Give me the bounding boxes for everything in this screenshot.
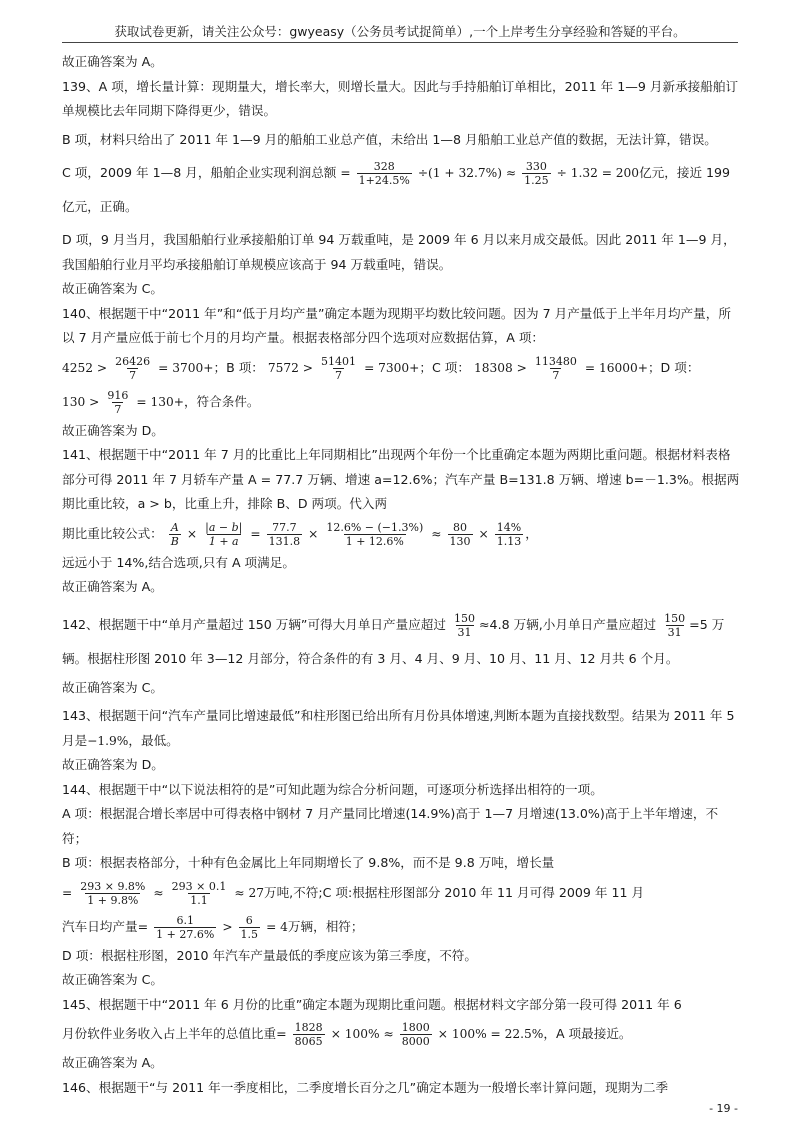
q139-c-math-tail: ÷ 1.32 = 200 bbox=[556, 166, 640, 180]
q141-conclusion: 远远小于 14%,结合选项,只有 A 项满足。 bbox=[62, 554, 295, 570]
answer-143: 故正确答案为 D。 bbox=[62, 757, 164, 772]
fraction-denominator: 1+24.5% bbox=[358, 174, 410, 187]
fraction-denominator: 1.13 bbox=[496, 534, 522, 548]
q144-equals-4: = 4 bbox=[266, 919, 288, 934]
q140-d-fraction bbox=[105, 389, 130, 416]
q143-value: −1.9% bbox=[87, 733, 129, 748]
fraction-denominator: 7 bbox=[114, 402, 122, 416]
fraction-denominator: 131.8 bbox=[268, 534, 301, 548]
q144-option-b: B 项：根据表格部分，十种有色金属比上年同期增长了 9.8%，而不是 9.8 万吨，增长量 bbox=[62, 855, 555, 870]
q139-option-a: 139、A 项，增长量计算：现期量大，增长率大，则增长量大。因此与手持船舶订单相比，2011 年 1—9 月新承接船舶订单规模比去年同期下降得更少，错误。 bbox=[62, 78, 739, 118]
q145-math bbox=[62, 1017, 740, 1051]
q142-post: =5 万辆。根据柱形图 2010 年 3—12 月部分，符合条件的有 3 月、4 月、9 月、10 月、11 月、12 月共 6 个月。 bbox=[62, 616, 725, 666]
fraction-numerator: 113480 bbox=[534, 354, 577, 368]
q144-option-c bbox=[62, 910, 740, 944]
q142-mid: ≈4.8 万辆,小月单日产量应超过 bbox=[479, 616, 657, 632]
fraction-denominator: 1.5 bbox=[240, 927, 259, 941]
q141-formula-label: 期比重比较公式： bbox=[62, 525, 163, 541]
q141-fraction-values bbox=[267, 521, 303, 548]
q142-fraction-1 bbox=[452, 612, 477, 639]
fraction-numerator: 6.1 bbox=[176, 913, 194, 927]
times-sign: × bbox=[186, 526, 198, 541]
q139-option-b: B 项，材料只给出了 2011 年 1—9 月的船舶工业总产值，未给出 1—8 月船舶工业总产值的数据，无法计算，错误。 bbox=[62, 131, 717, 147]
q140-d-tail: ，符合条件。 bbox=[183, 393, 260, 409]
fraction-numerator: 150 bbox=[664, 611, 686, 625]
q144-c-pre: 汽车日均产量= bbox=[62, 918, 149, 934]
q143-text bbox=[62, 704, 740, 753]
q140-b-label: ；B 项： bbox=[213, 359, 264, 375]
q140-a-math: 4252 > bbox=[62, 360, 108, 375]
fraction-numerator: 328 bbox=[373, 160, 395, 173]
q145-post: ，A 项最接近。 bbox=[543, 1026, 632, 1041]
q140-a-result: = 3700+ bbox=[158, 360, 214, 375]
approx-sign: ≈ bbox=[431, 526, 442, 541]
answer-140: 故正确答案为 D。 bbox=[62, 422, 164, 438]
q144-approx-27: ≈ 27 bbox=[234, 885, 264, 900]
page-header: 获取试卷更新，请关注公众号：gwyeasy（公务员考试捉简单）,一个上岸考生分享经验和答疑的平台。 bbox=[62, 22, 738, 43]
fraction-denominator: B bbox=[170, 534, 179, 548]
fraction-denominator: 1 + 12.6% bbox=[345, 534, 404, 548]
fraction-numerator: 14% bbox=[496, 520, 522, 534]
equals-sign: = bbox=[62, 885, 73, 900]
q145-pre: 月份软件业务收入占上半年的总值比重= bbox=[62, 1026, 287, 1041]
fraction-denominator: 1 + 27.6% bbox=[156, 927, 215, 941]
q142-fraction-2 bbox=[662, 612, 687, 639]
answer-139: 故正确答案为 C。 bbox=[62, 281, 163, 296]
fraction-numerator: 293 × 9.8% bbox=[80, 879, 146, 893]
q140-d-math: 130 > bbox=[62, 394, 100, 409]
fraction-denominator: 7 bbox=[129, 368, 137, 382]
fraction-numerator: 330 bbox=[525, 160, 547, 173]
times-sign: × bbox=[478, 526, 489, 541]
q141-fraction-approx-2 bbox=[495, 521, 524, 548]
q139-option-c bbox=[62, 156, 740, 224]
q139-c-math: ÷(1 + 32.7%) ≈ bbox=[417, 166, 517, 180]
fraction-denominator: 31 bbox=[667, 625, 682, 639]
q142-pre: 142、根据题干中“单月产量超过 150 万辆”可得大月单日产量应超过 bbox=[62, 616, 446, 632]
q139-c-fraction-1 bbox=[357, 160, 412, 187]
fraction-numerator: 26426 bbox=[115, 354, 151, 368]
q144-fraction-2 bbox=[170, 880, 229, 907]
q145-fraction-2 bbox=[400, 1021, 432, 1048]
answer-145: 故正确答案为 A。 bbox=[62, 1055, 163, 1070]
q140-c-result: = 16000+ bbox=[584, 360, 648, 375]
fraction-denominator: 8000 bbox=[401, 1035, 430, 1048]
q140-text: 140、根据题干中“2011 年”和“低于月均产量”确定本题为现期平均数比较问题。因为 7 月产量低于上半年月均产量，所以 7 月产量应低于前七个月的月均产量。根据表格部分四个选项对应数据估算，A 项： bbox=[62, 305, 731, 345]
q140-c-fraction bbox=[533, 355, 579, 382]
fraction-denominator: 8065 bbox=[294, 1035, 323, 1048]
fraction-denominator: 130 bbox=[449, 534, 471, 548]
fraction-numerator: 12.6% − (−1.3%) bbox=[326, 520, 424, 534]
q140-c-label: ；C 项： bbox=[419, 359, 470, 375]
q144-fraction-3 bbox=[154, 914, 216, 941]
answer-144: 故正确答案为 C。 bbox=[62, 972, 163, 987]
q140-b-math: 7572 > bbox=[267, 360, 314, 375]
q144-option-d: D 项：根据柱形图，2010 年汽车产量最低的季度应该为第三季度，不符。 bbox=[62, 947, 477, 963]
q141-fraction-ab bbox=[169, 521, 181, 548]
document-body bbox=[62, 50, 740, 1100]
q144-option-c-lead: 万吨,不符;C 项:根据柱形图部分 2010 年 11 月可得 2009 年 11 月 bbox=[263, 884, 645, 900]
q140-d-result: = 130+ bbox=[136, 394, 184, 409]
q144-fraction-4 bbox=[239, 914, 261, 941]
answer-142: 故正确答案为 C。 bbox=[62, 679, 163, 695]
q141-fraction-rates bbox=[324, 521, 425, 548]
q140-d-label: ；D 项： bbox=[647, 359, 700, 375]
fraction-numerator: |a − b| bbox=[205, 520, 243, 534]
q140-c-math: 18308 > bbox=[473, 360, 527, 375]
q139-c-conclusion: 亿元，接近 199 亿元，正确。 bbox=[62, 165, 731, 214]
answer-138: 故正确答案为 A。 bbox=[62, 54, 163, 69]
q141-formula bbox=[62, 517, 740, 551]
greater-sign: > bbox=[222, 919, 233, 934]
q141-comma: ， bbox=[525, 525, 538, 541]
q140-estimate-d bbox=[62, 385, 740, 419]
fraction-denominator: 7 bbox=[552, 368, 560, 382]
q143-post: ，最低。 bbox=[128, 732, 179, 748]
q145-math-1: × 100% ≈ bbox=[330, 1027, 394, 1041]
q140-estimates bbox=[62, 351, 740, 385]
equals-sign: = bbox=[250, 526, 261, 541]
times-sign: × bbox=[308, 526, 319, 541]
fraction-numerator: 51401 bbox=[321, 354, 357, 368]
answer-141: 故正确答案为 A。 bbox=[62, 579, 163, 594]
q140-a-fraction bbox=[113, 355, 152, 382]
q146-text: 146、根据题干“与 2011 年一季度相比，二季度增长百分之几”确定本题为一般增长率计算问题，现期为二季 bbox=[62, 1079, 669, 1095]
q140-b-result: = 7300+ bbox=[364, 360, 420, 375]
q141-fraction-approx-1 bbox=[448, 521, 473, 548]
q141-fraction-rate bbox=[203, 521, 244, 548]
q143-body: 143、根据题干问“汽车产量同比增速最低”和柱形图已给出所有月份具体增速,判断本题为直接找数型。结果为 2011 年 5 月是 bbox=[62, 708, 735, 748]
fraction-denominator: 31 bbox=[457, 625, 472, 639]
q144-option-b-math bbox=[62, 876, 740, 910]
fraction-denominator: 7 bbox=[335, 368, 343, 382]
fraction-numerator: 1800 bbox=[401, 1021, 430, 1034]
fraction-numerator: 6 bbox=[245, 913, 253, 927]
fraction-numerator: 80 bbox=[453, 520, 467, 534]
q142-text bbox=[62, 608, 740, 676]
fraction-denominator: 1 + 9.8% bbox=[87, 893, 139, 907]
q145-math-2: × 100% = 22.5% bbox=[437, 1027, 544, 1041]
q144-c-post: 万辆，相符； bbox=[287, 918, 364, 934]
fraction-numerator: A bbox=[170, 520, 179, 534]
q145-text: 145、根据题干中“2011 年 6 月份的比重”确定本题为现期比重问题。根据材料文字部分第一段可得 2011 年 6 bbox=[62, 996, 682, 1012]
q139-option-d: D 项，9 月当月，我国船舶行业承接船舶订单 94 万载重吨，是 2009 年 6 月以来月成交最低。因此 2011 年 1—9 月，我国船舶行业月平均承接船舶订单规模应该高于 94 万载重吨，错误。 bbox=[62, 232, 736, 272]
q144-option-a: A 项：根据混合增长率居中可得表格中钢材 7 月产量同比增速(14.9%)高于 1—7 月增速(13.0%)高于上半年增速，不符； bbox=[62, 806, 719, 846]
q139-c-text: C 项，2009 年 1—8 月，船舶企业实现利润总额 bbox=[62, 165, 337, 180]
q141-text: 141、根据题干中“2011 年 7 月的比重比上年同期相比”出现两个年份一个比重确定本题为两期比重问题。根据材料表格部分可得 2011 年 7 月轿车产量 A = 77.7 万辆、增速 a=12.6%；汽车产量 B=131.8 万辆、增速 b=－1.3%。根据两期比重比较，a > b，比重上升，排除 B、D 两项。代入两 bbox=[62, 447, 740, 511]
q144-fraction-1 bbox=[78, 880, 147, 907]
approx-sign: ≈ bbox=[153, 885, 164, 900]
fraction-numerator: 77.7 bbox=[272, 520, 297, 534]
q139-c-fraction-2 bbox=[522, 160, 551, 187]
q145-fraction-1 bbox=[293, 1021, 325, 1048]
fraction-numerator: 1828 bbox=[294, 1021, 323, 1034]
q140-b-fraction bbox=[319, 355, 358, 382]
fraction-denominator: 1.25 bbox=[524, 174, 549, 187]
fraction-numerator: 150 bbox=[454, 611, 475, 625]
page-number: - 19 - bbox=[709, 1102, 738, 1115]
q139-c-eq: = bbox=[340, 166, 351, 180]
fraction-denominator: 1 + a bbox=[208, 534, 239, 548]
fraction-numerator: 916 bbox=[107, 388, 129, 402]
q144-intro: 144、根据题干中“以下说法相符的是”可知此题为综合分析问题，可逐项分析选择出相符的一项。 bbox=[62, 781, 603, 797]
fraction-numerator: 293 × 0.1 bbox=[171, 879, 227, 893]
fraction-denominator: 1.1 bbox=[190, 893, 208, 907]
